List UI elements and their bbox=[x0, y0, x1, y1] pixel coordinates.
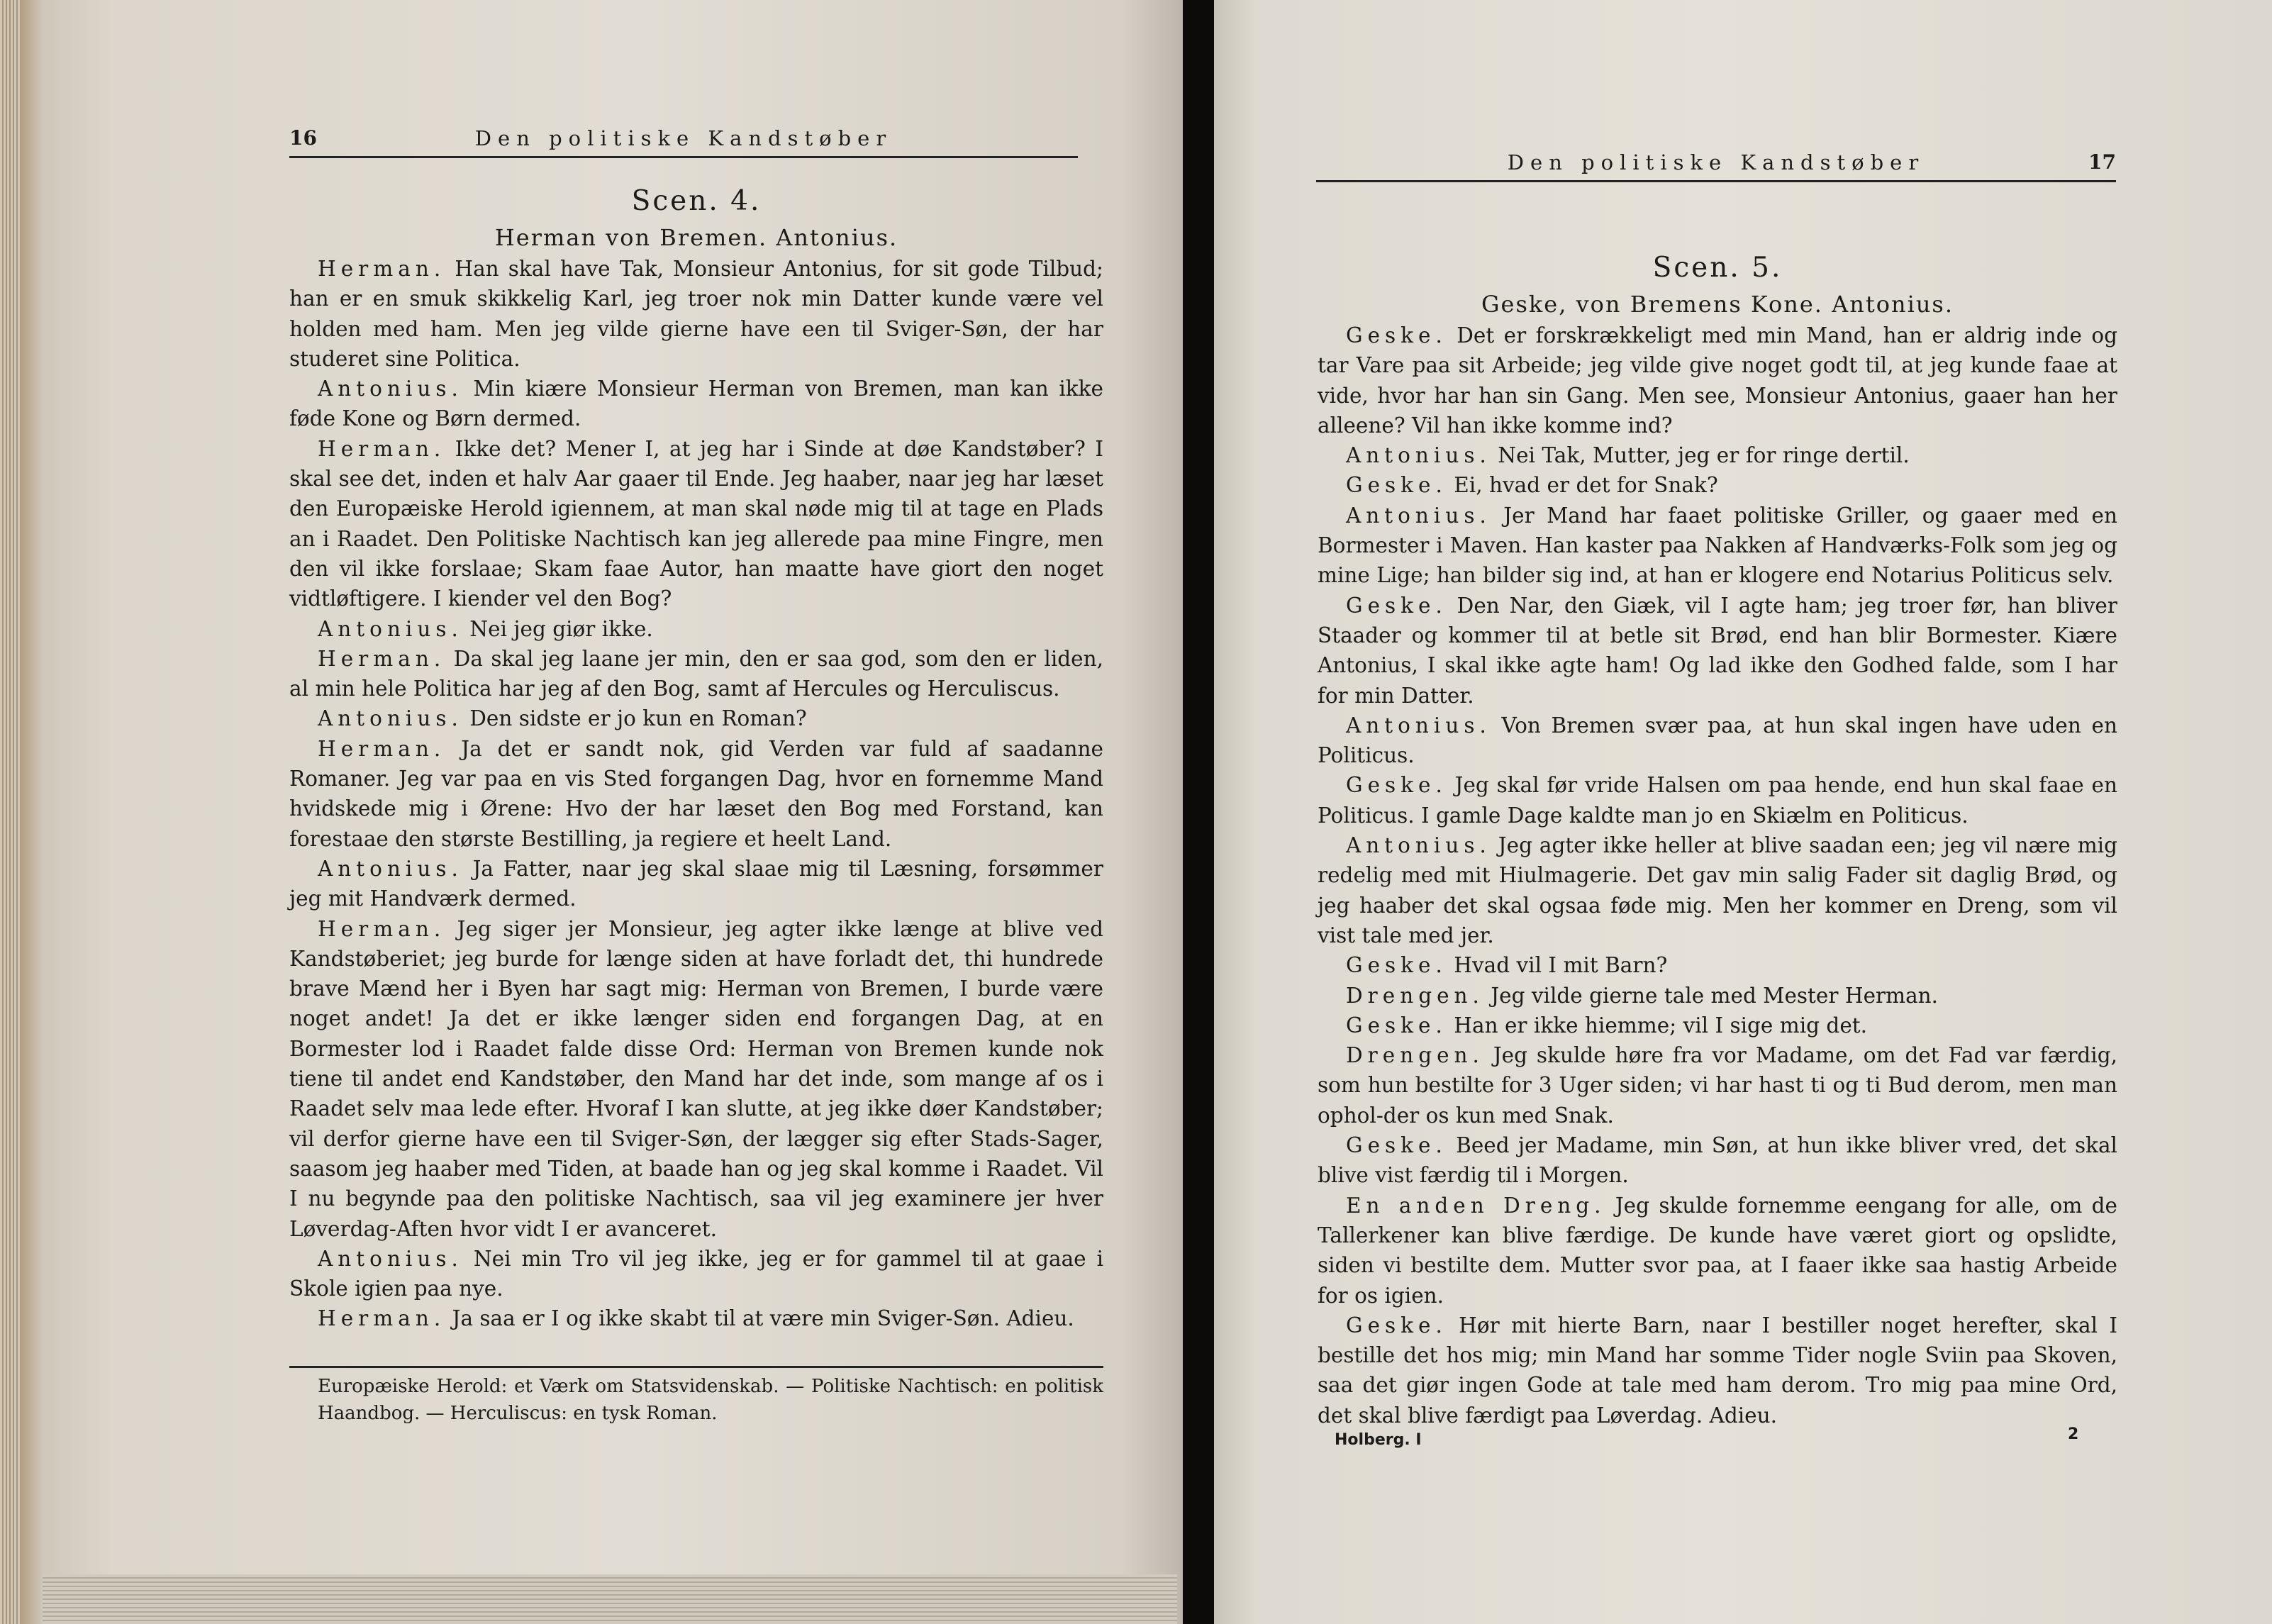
speaker-name: Antonius. bbox=[1346, 503, 1491, 528]
page-stack-edge bbox=[43, 1574, 1177, 1624]
speech-text: Hvad vil I mit Barn? bbox=[1454, 953, 1668, 978]
speech-text: Den Nar, den Giæk, vil I agte ham; jeg troer før, han bliver Staader og kommer til at betle sit Brød, end han blir Bormester. Kiære Antonius, I skal ikke agte ham! Og lad ikke den Godhed falde, som I har for min Datter. bbox=[1318, 593, 2117, 708]
speech-text: Jeg skulde høre fra vor Madame, om det Fad var færdig, som hun bestilte for 3 Uger siden; vi har hast ti og ti Bud derom, men man ophol-der os kun med Snak. bbox=[1318, 1043, 2117, 1128]
page-text bbox=[1318, 248, 2117, 1430]
speaker-name: Antonius. bbox=[1346, 443, 1491, 468]
speaker-name: Antonius. bbox=[318, 377, 463, 401]
speech-text: Ja Fatter, naar jeg skal slaae mig til Læsning, forsømmer jeg mit Handværk dermed. bbox=[289, 856, 1103, 911]
speech-text: Jeg agter ikke heller at blive saadan een; jeg vil nære mig redelig med mit Hiulmagerie. Det gav min salig Fader sit daglig Brød, og jeg haaber det skal ogsaa føde mig. Men her kommer en Dreng, som vil vist tale med jer. bbox=[1318, 833, 2117, 947]
speech bbox=[289, 644, 1103, 704]
footnote: Europæiske Herold: et Værk om Statsvidenskab. — Politiske Nachtisch: en politisk Haandbog. — Herculiscus: en tysk Roman. bbox=[318, 1376, 1103, 1424]
speaker-name: Geske. bbox=[1346, 323, 1447, 347]
speech-text: Min kiære Monsieur Herman von Bremen, man kan ikke føde Kone og Børn dermed. bbox=[289, 377, 1103, 431]
speech-text: Hør mit hierte Barn, naar I bestiller noget herefter, skal I bestille det hos mig; min Mand har somme Tider nogle Sviin paa Skoven, saa det giør ingen Gode at tale med ham derom. Tro mig paa mine Ord, det skal blive færdigt paa Løverdag. Adieu. bbox=[1318, 1313, 2117, 1428]
speaker-name: Herman. bbox=[318, 1306, 446, 1331]
speech bbox=[1318, 470, 2117, 500]
right-page bbox=[1214, 0, 2272, 1624]
speech bbox=[289, 914, 1103, 1244]
speaker-name: En anden Dreng. bbox=[1346, 1193, 1606, 1218]
scene-title: Scen. 4. bbox=[631, 185, 762, 217]
page-text bbox=[289, 182, 1103, 1334]
speech-text: Han skal have Tak, Monsieur Antonius, for sit gode Tilbud; han er en smuk skikkelig Karl, jeg troer nok min Datter kunde være vel holden med ham. Men jeg vilde gierne have een til Sviger-Søn, der har studeret sine Politica. bbox=[289, 257, 1103, 371]
speech-text: Jeg siger jer Monsieur, jeg agter ikke længe at blive ved Kandstøberiet; jeg burde for længe siden at have forladt det, thi hundrede brave Mænd her i Byen har sagt mig: Herman von Bremen, I burde være noget andet! Ja det er ikke længer siden end forgangen Dag, at en Bormester lod i Raadet falde disse Ord: Herman von Bremen kunde nok tiene til andet end Kandstøber, den Mand har det inde, som mange af os i Raadet selv maa lede efter. Hvoraf I kan slutte, at jeg ikke døer Kandstøber; vil derfor gierne have een til Sviger-Søn, der lægger sig efter Stads-Sager, saasom jeg haaber med Tiden, at baade han og jeg skal komme i Raadet. Vil I nu begynde paa den politiske Nachtisch, saa vil jeg examinere jer hver Løverdag-Aften hvor vidt I er avanceret. bbox=[289, 916, 1103, 1241]
speaker-name: Antonius. bbox=[1346, 713, 1491, 738]
speech bbox=[289, 703, 1103, 733]
speaker-name: Herman. bbox=[318, 257, 446, 281]
speaker-name: Geske. bbox=[1346, 1133, 1447, 1158]
speaker-name: Antonius. bbox=[318, 856, 463, 881]
speaker-name: Drengen. bbox=[1346, 983, 1484, 1008]
speaker-name: Antonius. bbox=[318, 1246, 463, 1271]
speech bbox=[1318, 321, 2117, 440]
speaker-name: Geske. bbox=[1346, 473, 1447, 498]
speech bbox=[1318, 501, 2117, 591]
speech bbox=[1318, 440, 2117, 470]
speech bbox=[1318, 950, 2117, 980]
speech bbox=[289, 254, 1103, 374]
speech bbox=[1318, 1040, 2117, 1130]
speech-text: Nei min Tro vil jeg ikke, jeg er for gammel til at gaae i Skole igien paa nye. bbox=[289, 1246, 1103, 1301]
speech-text: Jeg vilde gierne tale med Mester Herman. bbox=[1491, 983, 1939, 1008]
speaker-name: Herman. bbox=[318, 436, 446, 461]
speech-text: Jeg skulde fornemme eengang for alle, om de Tallerkener kan blive færdige. De kunde have været giort og opslidte, siden vi bestilte dem. Mutter svor paa, at I faaer ikke saa hastig Arbeide for os igien. bbox=[1318, 1193, 2117, 1308]
speech bbox=[1318, 770, 2117, 830]
speaker-name: Herman. bbox=[318, 916, 446, 941]
speaker-name: Drengen. bbox=[1346, 1043, 1484, 1068]
signature-mark: Holberg. I bbox=[1335, 1431, 1422, 1449]
speech-text: Von Bremen svær paa, at hun skal ingen have uden en Politicus. bbox=[1318, 713, 2117, 768]
speech-text: Han er ikke hiemme; vil I sige mig det. bbox=[1454, 1013, 1868, 1038]
running-title: Den politiske Kandstøber bbox=[1507, 150, 1925, 174]
speech bbox=[1318, 711, 2117, 771]
speaker-name: Antonius. bbox=[1346, 833, 1491, 858]
speaker-name: Geske. bbox=[1346, 593, 1447, 618]
speaker-name: Geske. bbox=[1346, 1313, 1447, 1337]
speaker-name: Geske. bbox=[1346, 953, 1447, 978]
running-title: Den politiske Kandstøber bbox=[474, 126, 893, 150]
speech bbox=[289, 734, 1103, 854]
speech-text: Jeg skal før vride Halsen om paa hende, end hun skal faae en Politicus. I gamle Dage kaldte man jo en Skiælm en Politicus. bbox=[1318, 773, 2117, 828]
page-number: 16 bbox=[289, 126, 317, 150]
speech bbox=[289, 1303, 1103, 1333]
speech-text: Ja det er sandt nok, gid Verden var fuld af saadanne Romaner. Jeg var paa en vis Sted forgangen Dag, hvor en fornemme Mand hvidskede mig i Ørene: Hvo der har læset den Bog med Forstand, kan forestaae den største Bestilling, ja regiere et heelt Land. bbox=[289, 736, 1103, 851]
speech-text: Beed jer Madame, min Søn, at hun ikke bliver vred, det skal blive vist færdig til i Morgen. bbox=[1318, 1133, 2117, 1188]
running-head bbox=[289, 122, 1078, 158]
speech-text: Det er forskrækkeligt med min Mand, han er aldrig inde og tar Vare paa sit Arbeide; jeg vilde give noget godt til, at jeg kunde faae at vide, hvor har han sin Gang. Men see, Monsieur Antonius, gaaer han her alleene? Vil han ikke komme ind? bbox=[1318, 323, 2117, 438]
speech bbox=[289, 1244, 1103, 1304]
speaker-name: Herman. bbox=[318, 646, 446, 671]
speech-text: Ikke det? Mener I, at jeg har i Sinde at døe Kandstøber? I skal see det, inden et halv Aar gaaer til Ende. Jeg haaber, naar jeg har læset den Europæiske Herold igiennem, at man skal nøde mig til at tage en Plads an i Raadet. Den Politiske Nachtisch kan jeg allerede paa mine Fingre, men den vil ikke forslaae; Skam faae Autor, han maatte have giort den noget vidtløftigere. I kiender vel den Bog? bbox=[289, 436, 1103, 611]
speech bbox=[289, 374, 1103, 434]
running-head bbox=[1316, 146, 2116, 182]
speaker-name: Antonius. bbox=[318, 706, 463, 731]
speech-text: Nei jeg giør ikke. bbox=[469, 616, 653, 641]
speech bbox=[1318, 830, 2117, 950]
speaker-name: Geske. bbox=[1346, 773, 1447, 798]
speech-list bbox=[1318, 321, 2117, 1430]
speech bbox=[1318, 981, 2117, 1011]
page-number: 17 bbox=[2088, 150, 2116, 174]
speech bbox=[289, 614, 1103, 644]
speech-text: Den sidste er jo kun en Roman? bbox=[469, 706, 807, 731]
page-edge bbox=[0, 0, 20, 1624]
speech-text: Ei, hvad er det for Snak? bbox=[1454, 473, 1718, 498]
speech-text: Nei Tak, Mutter, jeg er for ringe dertil. bbox=[1498, 443, 1910, 468]
scene-title: Scen. 5. bbox=[1652, 252, 1783, 284]
speech bbox=[1318, 1311, 2117, 1430]
speech bbox=[1318, 1011, 2117, 1040]
speech-text: Ja saa er I og ikke skabt til at være min Sviger-Søn. Adieu. bbox=[452, 1306, 1074, 1331]
speech-text: Da skal jeg laane jer min, den er saa god, som den er liden, al min hele Politica har jeg af den Bog, samt af Hercules og Herculiscus. bbox=[289, 646, 1103, 701]
speech bbox=[1318, 1130, 2117, 1191]
speech bbox=[1318, 591, 2117, 711]
speech-list bbox=[289, 254, 1103, 1334]
speaker-name: Herman. bbox=[318, 736, 446, 761]
speech bbox=[1318, 1191, 2117, 1311]
scene-cast: Geske, von Bremens Kone. Antonius. bbox=[1481, 291, 1954, 318]
signature-number: 2 bbox=[2068, 1425, 2079, 1443]
scene-cast: Herman von Bremen. Antonius. bbox=[494, 224, 898, 251]
footnote-rule bbox=[289, 1366, 1103, 1368]
speech bbox=[289, 434, 1103, 614]
speaker-name: Geske. bbox=[1346, 1013, 1447, 1038]
speech-text: Jer Mand har faaet politiske Griller, og gaaer med en Bormester i Maven. Han kaster paa Nakken af Handværks-Folk som jeg og mine Lige; han bilder sig ind, at han er klogere end Notarius Politicus selv. bbox=[1318, 503, 2117, 588]
speech bbox=[289, 854, 1103, 914]
speaker-name: Antonius. bbox=[318, 616, 463, 641]
